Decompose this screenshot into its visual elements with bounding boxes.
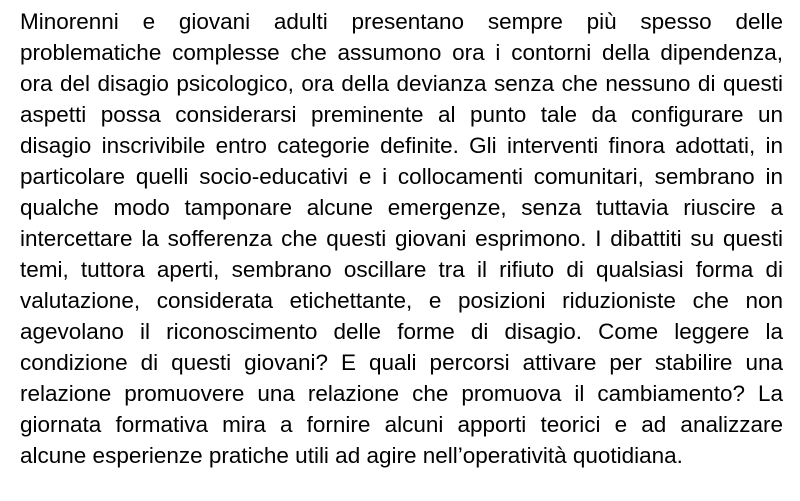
- paragraph-line: valutazione, considerata etichettante, e posizioni riduzioniste che non: [20, 288, 783, 313]
- paragraph-line: condizione di questi giovani? E quali percorsi attivare per stabilire una: [20, 350, 783, 375]
- paragraph-line: Minorenni e giovani adulti presentano sempre più spesso delle: [20, 9, 783, 34]
- document-page: [20, 6, 783, 471]
- paragraph-line: temi, tuttora aperti, sembrano oscillare tra il rifiuto di qualsiasi forma di: [20, 257, 783, 282]
- paragraph-line: qualche modo tamponare alcune emergenze, senza tuttavia riuscire a: [20, 195, 783, 220]
- paragraph-line: intercettare la sofferenza che questi giovani esprimono. I dibattiti su questi: [20, 226, 783, 251]
- paragraph-line: disagio inscrivibile entro categorie definite. Gli interventi finora adottati, in: [20, 133, 783, 158]
- paragraph-line: alcune esperienze pratiche utili ad agire nell’operatività quotidiana.: [20, 443, 683, 468]
- paragraph-line: aspetti possa considerarsi preminente al punto tale da configurare un: [20, 102, 783, 127]
- body-paragraph: [20, 6, 783, 471]
- paragraph-line: giornata formativa mira a fornire alcuni apporti teorici e ad analizzare: [20, 412, 783, 437]
- paragraph-line: problematiche complesse che assumono ora i contorni della dipendenza,: [20, 40, 783, 65]
- paragraph-line: relazione promuovere una relazione che promuova il cambiamento? La: [20, 381, 783, 406]
- paragraph-line: ora del disagio psicologico, ora della devianza senza che nessuno di questi: [20, 71, 783, 96]
- paragraph-line: particolare quelli socio-educativi e i collocamenti comunitari, sembrano in: [20, 164, 783, 189]
- paragraph-line: agevolano il riconoscimento delle forme di disagio. Come leggere la: [20, 319, 783, 344]
